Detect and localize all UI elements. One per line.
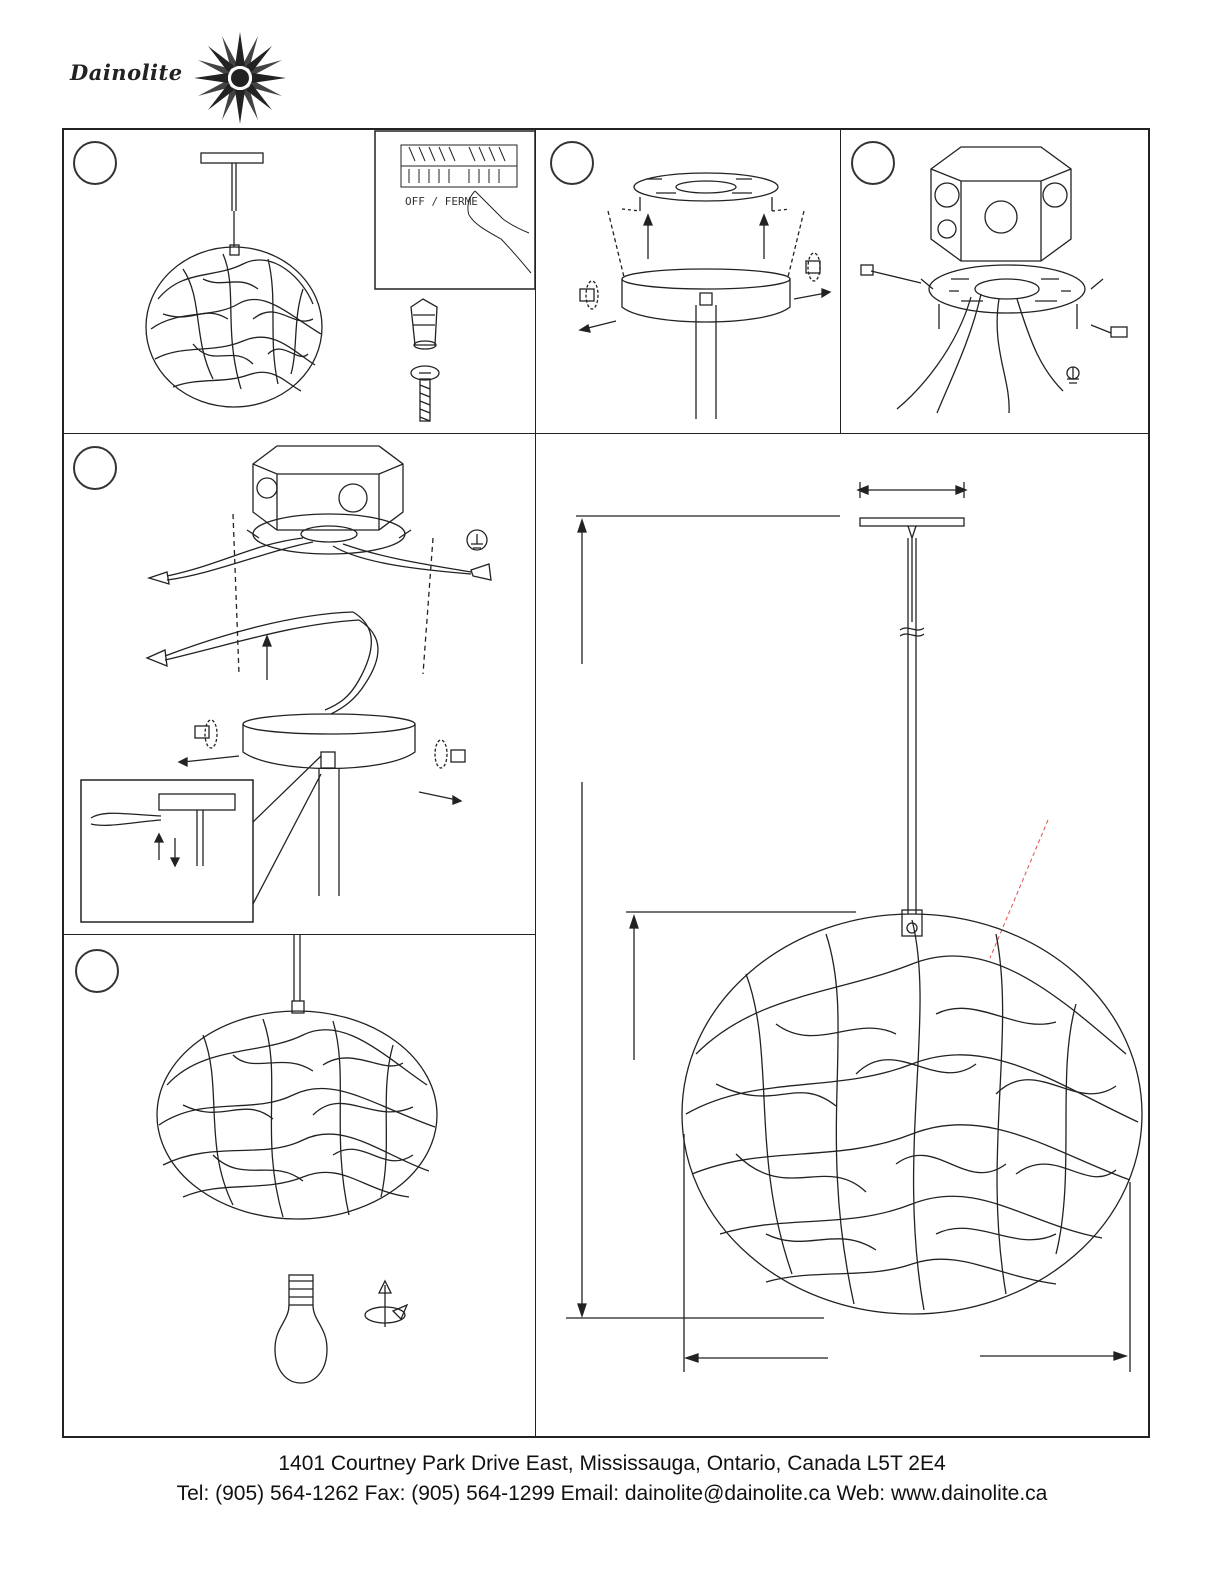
brand-name: Dainolite: [70, 60, 183, 85]
footer-address: 1401 Courtney Park Drive East, Mississauga, Ontario, Canada L5T 2E4: [278, 1452, 946, 1475]
dimension-panel: [535, 433, 1150, 1438]
brand-logo: [60, 28, 300, 128]
footer-contact: Tel: (905) 564-1262 Fax: (905) 564-1299 Email: dainolite@dainolite.ca Web: www.dainolite.ca: [176, 1482, 1048, 1505]
step-4-illustration: [63, 434, 536, 935]
step-panel-3: [840, 128, 1150, 434]
step-panel-2: [535, 128, 841, 434]
step-2-illustration: [536, 129, 841, 434]
step-5-illustration: [63, 935, 536, 1438]
step-panel-1: [62, 128, 536, 434]
step-panel-4: [62, 433, 536, 935]
switch-off-label: OFF / FERME: [405, 195, 478, 208]
step-3-illustration: [841, 129, 1150, 434]
step-1-illustration: [63, 129, 536, 434]
starburst-icon: [185, 28, 295, 128]
step-panel-5: [62, 934, 536, 1438]
dimension-drawing: [536, 434, 1150, 1438]
